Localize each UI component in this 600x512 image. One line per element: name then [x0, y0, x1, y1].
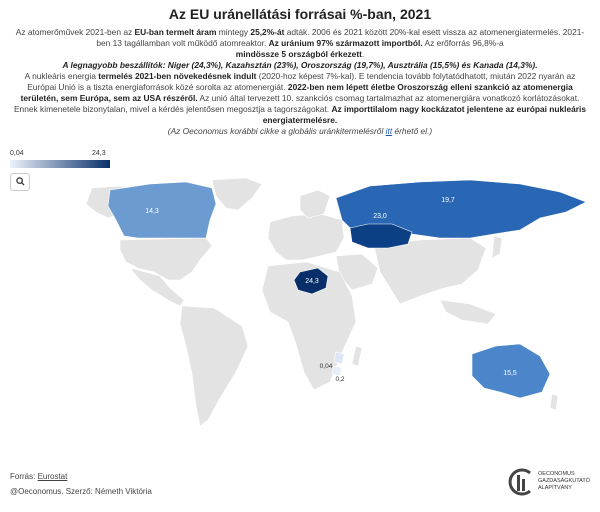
intro-paragraph-3 [10, 71, 590, 126]
small-value-label-2: 0,2 [335, 376, 345, 383]
logo-icon [508, 467, 534, 497]
intro-paragraph-4 [10, 126, 590, 137]
intro-text [10, 27, 590, 137]
article-link[interactable]: itt [385, 126, 393, 136]
legend-max-label: 24,3 [92, 150, 106, 157]
text-bold: EU-ban termelt áram [134, 27, 217, 37]
madagascar [352, 346, 362, 366]
canada-shape [108, 182, 216, 238]
text-bold: mindössze 5 országból érkezett [235, 49, 362, 59]
text-span: Az atomerőművek 2021-ben az [15, 27, 135, 37]
canada-value-label: 14,3 [145, 208, 159, 215]
china-india [374, 238, 486, 304]
legend-gradient-bar [10, 160, 110, 168]
usa [120, 238, 212, 280]
source-link[interactable]: Eurostat [37, 472, 68, 481]
logo-line-1: OECONOMUS [538, 471, 575, 477]
text-span: (2020-hoz képest 7%-kal). E tendencia tovább folytatódhatott, miután 2022 nyarán az Európai Unió is a tiszta energiaforrások közé sorolta az atomenergiát. [27, 71, 576, 92]
text-bold: Az importtilalom nagy kockázatot jelentene az európai nukleáris energiatermelésre. [262, 104, 587, 125]
europe [268, 214, 344, 260]
page-title: Az EU uránellátási forrásai %-ban, 2021 [168, 6, 432, 22]
legend-min-label: 0,04 [10, 150, 24, 157]
text-span: . [361, 49, 365, 59]
suppliers-text: A legnagyobb beszállítók: Niger (24,3%), Kazahsztán (23%), Oroszország (19,7%), Ausztrália (15,5%) és Kanada (14,3%). [62, 60, 538, 70]
intro-paragraph-2 [10, 60, 590, 71]
world-map [0, 176, 600, 446]
small-value-country-1 [334, 352, 344, 364]
text-bold: Az uránium 97% származott importból. [268, 38, 423, 48]
text-span: adták. 2006 és 2021 között 20%-kal esett vissza az atomenergiatermelés. 2021-ben 13 tagállamban volt működő atomreaktor. [96, 27, 585, 48]
russia-value-label: 19,7 [441, 197, 455, 204]
australia-value-label: 15,5 [503, 370, 517, 377]
small-value-country-2 [332, 366, 342, 376]
niger-value-label: 24,3 [305, 278, 319, 285]
source-line [10, 472, 67, 481]
text-span: Az unió által tervezett 10. szankciós csomag tartalmazhat az atomenergiára vonatkozó korlátozásokat. Ennek kimenetele bizonytalan, mivel a kérdés jelentősen megosztja a tagországokat. [13, 93, 580, 114]
small-value-label-1: 0,04 [319, 363, 333, 370]
scandinavia [300, 190, 330, 218]
color-legend [10, 150, 110, 172]
text-span: A nukleáris energia [24, 71, 99, 81]
text-span: mintegy [216, 27, 251, 37]
text-span: Az erőforrás 96,8%-a [422, 38, 504, 48]
source-label: Forrás: [10, 472, 38, 481]
intro-paragraph-1 [10, 27, 590, 60]
kazakhstan-value-label: 23,0 [373, 213, 387, 220]
logo-line-2: GAZDASÁGKUTATÓ [538, 478, 591, 484]
japan [492, 236, 502, 258]
text-bold: 25,2%-át [250, 27, 285, 37]
new-zealand [550, 394, 558, 410]
logo-text [538, 471, 593, 492]
text-bold: 2022-ben nem lépett életbe Oroszország elleni szankció az atomenergia területén, sem Európa, sem az USA részéről. [20, 82, 573, 103]
author-line: @Oeconomus. Szerző: Németh Viktória [10, 487, 152, 496]
south-america [180, 306, 248, 426]
text-bold: termelés 2021-ben növekedésnek indult [98, 71, 257, 81]
greenland [212, 178, 262, 210]
southeast-asia [440, 300, 496, 324]
logo-line-3: ALAPÍTVÁNY [538, 485, 572, 491]
oeconomus-logo [508, 465, 590, 501]
text-span: (Az Oeconomus korábbi cikke a globális uránkitermelésről [167, 126, 386, 136]
text-span: érhető el.) [392, 126, 433, 136]
